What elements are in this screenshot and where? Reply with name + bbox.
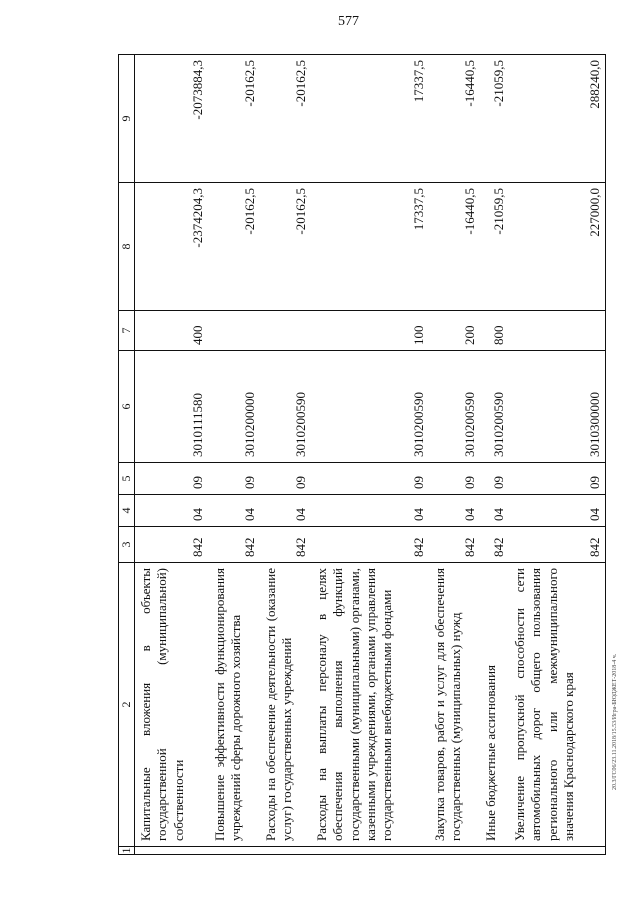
column-header: 8 (119, 183, 135, 311)
subsection-code-cell: 09 (480, 463, 509, 495)
expense-type-cell (209, 311, 260, 351)
ministry-code-cell: 842 (209, 527, 260, 563)
target-article-cell: 3010200590 (311, 351, 429, 463)
expense-type-cell: 400 (135, 311, 209, 351)
blank-cell (480, 847, 509, 855)
target-article-cell: 3010300000 (509, 351, 605, 463)
subsection-code-cell: 09 (209, 463, 260, 495)
section-code-cell: 04 (509, 495, 605, 527)
table-row (429, 55, 480, 855)
ministry-code-cell: 842 (480, 527, 509, 563)
amount-cell: 288240,0 (509, 55, 605, 183)
amount-cell: -16440,5 (429, 55, 480, 183)
table-row (260, 55, 311, 855)
amount-cell: -20162,5 (260, 183, 311, 311)
target-article-cell: 3010200590 (429, 351, 480, 463)
expense-name-cell: Закупка товаров, работ и услуг для обеспечения государственных (муниципальных) нужд (429, 563, 480, 847)
table-row (311, 55, 429, 855)
blank-cell (509, 847, 605, 855)
section-code-cell: 04 (480, 495, 509, 527)
table-row (135, 55, 209, 855)
blank-cell (311, 847, 429, 855)
target-article-cell: 3010200000 (209, 351, 260, 463)
column-header: 6 (119, 351, 135, 463)
subsection-code-cell: 09 (135, 463, 209, 495)
footer-note: 20.3/ГС06/23.11.2018/15.53/Игра-БЮДЖЕТ-2018-4 ч. (612, 653, 618, 790)
expense-name-cell: Капитальные вложения в объекты государственной (муниципальной) собственности (135, 563, 209, 847)
expense-name-cell: Повышение эффективности функционирования учреждений сферы дорожного хозяйства (209, 563, 260, 847)
table-row (480, 55, 509, 855)
section-code-cell: 04 (135, 495, 209, 527)
column-header: 5 (119, 463, 135, 495)
blank-cell (260, 847, 311, 855)
table-row (509, 55, 605, 855)
ministry-code-cell: 842 (260, 527, 311, 563)
amount-cell: 227000,0 (509, 183, 605, 311)
ministry-code-cell: 842 (135, 527, 209, 563)
budget-table-wrapper (118, 55, 606, 855)
ministry-code-cell: 842 (311, 527, 429, 563)
section-code-cell: 04 (209, 495, 260, 527)
table-row (209, 55, 260, 855)
budget-table (118, 54, 606, 855)
amount-cell: -2374204,3 (135, 183, 209, 311)
target-article-cell: 3010200590 (260, 351, 311, 463)
amount-cell: -16440,5 (429, 183, 480, 311)
column-header: 1 (119, 847, 133, 854)
blank-cell (209, 847, 260, 855)
amount-cell: -20162,5 (209, 183, 260, 311)
expense-type-cell: 800 (480, 311, 509, 351)
section-code-cell: 04 (429, 495, 480, 527)
blank-cell (135, 847, 209, 855)
amount-cell: -2073884,3 (135, 55, 209, 183)
blank-cell (429, 847, 480, 855)
subsection-code-cell: 09 (311, 463, 429, 495)
amount-cell: -20162,5 (209, 55, 260, 183)
expense-type-cell: 200 (429, 311, 480, 351)
amount-cell: -21059,5 (480, 55, 509, 183)
target-article-cell: 3010200590 (480, 351, 509, 463)
expense-type-cell (509, 311, 605, 351)
expense-name-cell: Расходы на обеспечение деятельности (оказание услуг) государственных учреждений (260, 563, 311, 847)
ministry-code-cell: 842 (429, 527, 480, 563)
section-code-cell: 04 (260, 495, 311, 527)
target-article-cell: 3010111580 (135, 351, 209, 463)
amount-cell: 17337,5 (311, 183, 429, 311)
expense-type-cell (260, 311, 311, 351)
section-code-cell: 04 (311, 495, 429, 527)
amount-cell: 17337,5 (311, 55, 429, 183)
expense-name-cell: Увеличение пропускной способности сети автомобильных дорог общего пользования регионального или межмуниципального значения Краснодарского края (509, 563, 605, 847)
expense-type-cell: 100 (311, 311, 429, 351)
subsection-code-cell: 09 (509, 463, 605, 495)
column-header: 9 (119, 55, 135, 183)
subsection-code-cell: 09 (429, 463, 480, 495)
ministry-code-cell: 842 (509, 527, 605, 563)
column-header: 7 (119, 311, 135, 351)
column-header: 3 (119, 527, 135, 563)
subsection-code-cell: 09 (260, 463, 311, 495)
amount-cell: -21059,5 (480, 183, 509, 311)
column-header: 4 (119, 495, 135, 527)
column-header: 2 (119, 563, 135, 847)
header-row (119, 55, 135, 855)
expense-name-cell: Иные бюджетные ассигнования (480, 563, 509, 847)
amount-cell: -20162,5 (260, 55, 311, 183)
page-number: 577 (338, 14, 359, 29)
expense-name-cell: Расходы на выплаты персоналу в целях обеспечения выполнения функций государственными (муниципальными) органами, казенными учреждениями, органами управления государственными внебюджетными фондами (311, 563, 429, 847)
